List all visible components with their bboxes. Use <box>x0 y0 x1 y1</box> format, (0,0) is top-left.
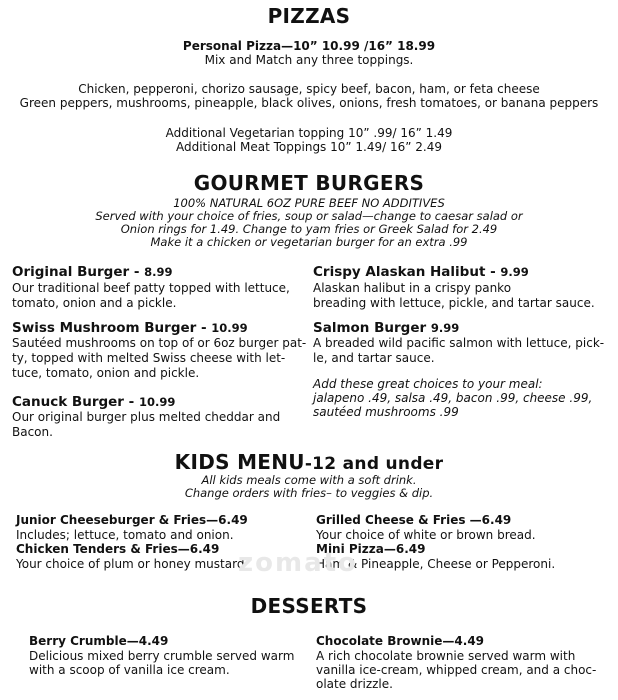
menu-item-name: Salmon Burger 9.99 <box>313 320 460 336</box>
menu-item-desc: Includes; lettuce, tomato and onion. <box>16 528 234 542</box>
burgers-upgrade-note: Onion rings for 1.49. Change to yam fries or Greek Salad for 2.49 <box>120 222 498 236</box>
mix-and-match-note: Mix and Match any three toppings. <box>204 53 414 67</box>
kids-heading: KIDS MENU-12 and under <box>174 450 444 474</box>
menu-item-name: Swiss Mushroom Burger - 10.99 <box>12 320 248 336</box>
menu-item-desc: A rich chocolate brownie served warm with vanilla ice-cream, whipped cream, and a choc- olate drizzle. <box>316 649 597 691</box>
menu-item-name: Junior Cheeseburger & Fries—6.49 <box>16 513 248 527</box>
extra-meat-topping: Additional Meat Toppings 10” 1.49/ 16” 2.49 <box>175 140 443 154</box>
watermark: zomato <box>238 548 358 578</box>
menu-item-desc: Delicious mixed berry crumble served warm with a scoop of vanilla ice cream. <box>29 649 295 677</box>
menu-item-name: Berry Crumble—4.49 <box>29 634 169 648</box>
menu-item-desc: Your choice of white or brown bread. <box>316 528 536 542</box>
burgers-natural-note: 100% NATURAL 6OZ PURE BEEF NO ADDITIVES <box>173 196 445 210</box>
burger-addons: Add these great choices to your meal: jalapeno .49, salsa .49, bacon .99, cheese .99, sautéed mushrooms .99 <box>313 377 593 419</box>
menu-item-desc: A breaded wild pacific salmon with lettuce, pick- le, and tartar sauce. <box>313 336 605 365</box>
toppings-veggies: Green peppers, mushrooms, pineapple, black olives, onions, fresh tomatoes, or banana peppers <box>19 96 599 110</box>
menu-item-name: Original Burger - 8.99 <box>12 264 173 280</box>
burgers-sides-note: Served with your choice of fries, soup or salad—change to caesar salad or <box>95 209 523 223</box>
menu-item-desc: Alaskan halibut in a crispy panko breading with lettuce, pickle, and tartar sauce. <box>313 281 595 310</box>
menu-item-name: Chocolate Brownie—4.49 <box>316 634 485 648</box>
toppings-meats: Chicken, pepperoni, chorizo sausage, spicy beef, bacon, ham, or feta cheese <box>78 82 540 96</box>
kids-left-column <box>16 513 248 571</box>
menu-item-desc: Ham & Pineapple, Cheese or Pepperoni. <box>316 557 556 571</box>
menu-item-price: 10.99 <box>138 395 176 409</box>
desserts-heading: DESSERTS <box>250 594 368 618</box>
menu-item-name: Canuck Burger - 10.99 <box>12 394 176 410</box>
menu-item-price: 9.99 <box>430 321 460 335</box>
menu-item-name: Crispy Alaskan Halibut - 9.99 <box>313 264 529 280</box>
menu-item-desc: Our traditional beef patty topped with lettuce, tomato, onion and a pickle. <box>12 281 290 310</box>
menu-item-name: Mini Pizza—6.49 <box>316 542 426 556</box>
pizzas-heading: PIZZAS <box>267 4 351 28</box>
dessert-left <box>29 634 294 677</box>
menu-item-price: 10.99 <box>211 321 248 335</box>
kids-heading-suffix: -12 and under <box>304 454 444 474</box>
extra-veg-topping: Additional Vegetarian topping 10” .99/ 16” 1.49 <box>165 126 453 140</box>
kids-drink-note: All kids meals come with a soft drink. <box>201 473 417 487</box>
burgers-heading: GOURMET BURGERS <box>193 171 425 195</box>
menu-item-desc: Your choice of plum or honey mustard <box>16 557 245 571</box>
personal-pizza-price: Personal Pizza—10” 10.99 /16” 18.99 <box>182 39 436 53</box>
menu-item-price: 8.99 <box>144 265 173 279</box>
menu-item-name: Grilled Cheese & Fries —6.49 <box>316 513 512 527</box>
kids-swap-note: Change orders with fries– to veggies & dip. <box>184 486 434 500</box>
dessert-right <box>316 634 596 691</box>
menu-item-desc: Our original burger plus melted cheddar and Bacon. <box>12 410 281 439</box>
burgers-chicken-veg-note: Make it a chicken or vegetarian burger for an extra .99 <box>150 235 468 249</box>
menu-item-price: 9.99 <box>500 265 529 279</box>
menu-item-desc: Sautéed mushrooms on top of or 6oz burger pat- ty, topped with melted Swiss cheese with let- tuce, tomato, onion and pickle. <box>12 336 307 380</box>
menu-item-name: Chicken Tenders & Fries—6.49 <box>16 542 220 556</box>
